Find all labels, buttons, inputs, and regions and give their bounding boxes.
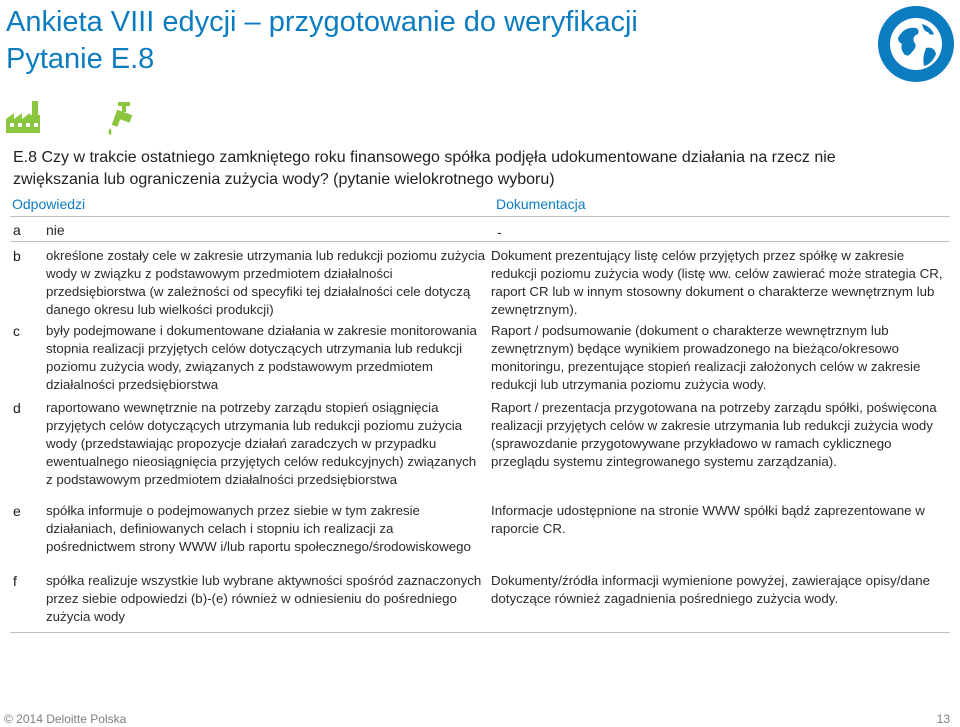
answers-column-header: Odpowiedzi <box>12 196 86 212</box>
row-letter: d <box>13 400 21 416</box>
factory-icon <box>4 99 42 135</box>
page-subtitle: Pytanie E.8 <box>6 43 155 75</box>
documentation-text: Raport / prezentacja przygotowana na potrzeby zarządu spółki, poświęcona realizacji przyjętych celów w zakresie utrzymania lub redukcji zużycia wody (sprawozdanie przygotowywane przykładowo w ramach cyklicznego przeglądu systemu zintegrowanego systemu zarządzania). <box>491 400 937 469</box>
documentation-text: Informacje udostępnione na stronie WWW spółki bądź zaprezentowane w raporcie CR. <box>491 503 925 536</box>
row-divider <box>10 241 950 242</box>
copyright-text: © 2014 Deloitte Polska <box>4 712 127 726</box>
page-title: Ankieta VIII edycji – przygotowanie do weryfikacji <box>6 6 638 38</box>
question-text: E.8 Czy w trakcie ostatniego zamkniętego roku finansowego spółka podjęła udokumentowane działania na rzecz nie zwiększania lub ograniczenia zużycia wody? (pytanie wielokrotnego wyboru) <box>13 149 836 188</box>
documentation-text: Dokumenty/źródła informacji wymienione powyżej, zawierające opisy/dane dotyczące również zagadnienia pośredniego zużycia wody. <box>491 573 930 606</box>
row-letter: c <box>13 323 20 339</box>
documentation-text: Dokument prezentujący listę celów przyjętych przez spółkę w zakresie redukcji poziomu zużycia wody (listę ww. celów zawierać może strategia CR, raport CR lub w innym stosowny dokument o charakterze wewnętrznym lub zewnętrznym). <box>491 248 943 317</box>
page-number: 13 <box>936 712 950 726</box>
answer-text: raportowano wewnętrznie na potrzeby zarządu stopień osiągnięcia przyjętych celów dotyczących utrzymania lub redukcji poziomu zużycia wody (przedstawiając propozycje działań zaradczych w przypadku ewentualnego nieosiągnięcia przyjętych celów redukcyjnych) związanych z podstawowym przedmiotem działalności przedsiębiorstwa <box>46 400 477 487</box>
documentation-column-header: Dokumentacja <box>496 196 586 212</box>
row-letter: a <box>13 222 21 238</box>
tap-icon <box>104 100 134 136</box>
answer-text: spółka informuje o podejmowanych przez siebie w tym zakresie działaniach, definiowanych celach i stopniu ich realizacji za pośrednictwem strony WWW i/lub raportu społecznego/środowiskowego <box>46 503 471 554</box>
answer-text: spółka realizuje wszystkie lub wybrane aktywności spośród zaznaczonych przez siebie odpowiedzi (b)-(e) również w odniesieniu do pośredniego zużycia wody <box>46 573 482 624</box>
answer-text: określone zostały cele w zakresie utrzymania lub redukcji poziomu zużycia wody w związku z podstawowym przedmiotem działalności przedsiębiorstwa (w zależności od specyfiki tej działalności cele dotyczą danego okresu lub wielkości produkcji) <box>46 248 485 317</box>
documentation-text: Raport / podsumowanie (dokument o charakterze wewnętrznym lub zewnętrznym) będące wynikiem prowadzonego na bieżąco/okresowo monitoringu, prezentujące stopień realizacji założonych celów w zakresie redukcji lub utrzymania poziomu zużycia wody. <box>491 323 921 392</box>
answer-text: były podejmowane i dokumentowane działania w zakresie monitorowania stopnia realizacji przyjętych celów dotyczących utrzymania lub redukcji poziomu zużycia wody, związanych z podstawowym przedmiotem działalności przedsiębiorstwa <box>46 323 477 392</box>
row-letter: b <box>13 248 21 264</box>
documentation-text: - <box>497 224 502 240</box>
row-letter: f <box>13 573 17 589</box>
globe-icon <box>876 4 956 84</box>
table-bottom-divider <box>10 632 950 633</box>
row-letter: e <box>13 503 21 519</box>
header-divider <box>10 216 950 217</box>
answer-text: nie <box>46 222 65 238</box>
